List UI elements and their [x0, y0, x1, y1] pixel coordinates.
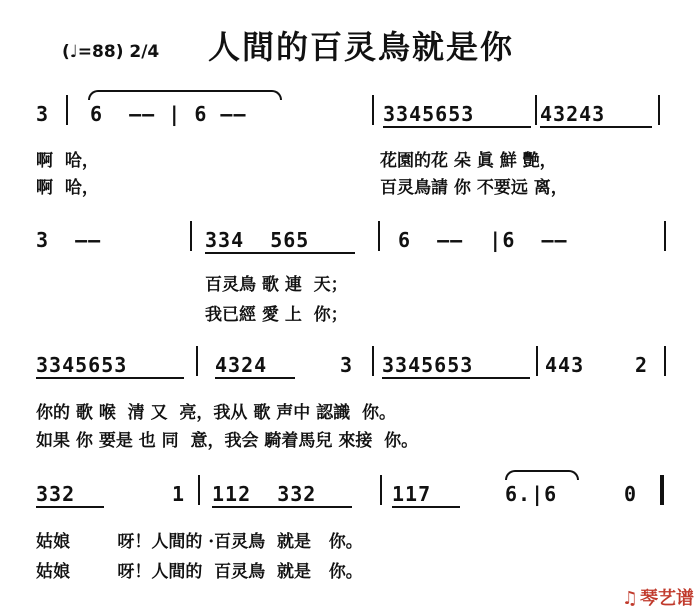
song-title: 人間的百灵鳥就是你	[208, 28, 515, 66]
row3-lyrics-verse2: 如果 你 要是 也 同 意，我会 騎着馬兒 來接 你。	[36, 431, 419, 451]
row4-notes-f: 0	[624, 482, 638, 506]
row4-lyrics-verse1: 姑娘 呀！人間的 ·百灵鳥 就是 你。	[36, 532, 363, 552]
barline	[66, 95, 68, 125]
row2-lyrics-verse2: 我已經 愛 上 你；	[205, 305, 348, 325]
row1-notes-pickup: 3	[36, 102, 50, 126]
barline	[658, 95, 660, 125]
tempo-marking: (♩=88) 2/4	[62, 42, 160, 62]
beam-line	[382, 377, 530, 379]
barline	[380, 475, 382, 505]
row3-notes-c: 3	[340, 353, 354, 377]
row2-notes-b: 334 565	[205, 228, 310, 252]
barline	[198, 475, 200, 505]
row4-notes-e: 6.|6	[505, 482, 558, 506]
row1-lyrics-verse1-a: 啊 哈，	[36, 151, 99, 171]
row4-notes-d: 117	[392, 482, 432, 506]
beam-line	[36, 377, 184, 379]
beam-line	[205, 252, 355, 254]
barline	[190, 221, 192, 251]
row3-notes-d: 3345653	[382, 353, 474, 377]
row3-notes-b: 4324	[215, 353, 268, 377]
beam-line	[212, 506, 352, 508]
row4-lyrics-verse2: 姑娘 呀！人間的 百灵鳥 就是 你。	[36, 562, 363, 582]
row4-notes-a: 332	[36, 482, 76, 506]
tie-arc	[88, 90, 282, 100]
barline	[372, 95, 374, 125]
barline	[664, 346, 666, 376]
beam-line	[540, 126, 652, 128]
beam-line	[36, 506, 104, 508]
row3-lyrics-verse1: 你的 歌 喉 清 又 亮，我从 歌 声中 認識 你。	[36, 403, 397, 423]
row1-notes-intro: 6 —— | 6 ——	[90, 102, 247, 126]
row3-notes-e: 443	[545, 353, 585, 377]
barline	[372, 346, 374, 376]
barline	[536, 346, 538, 376]
music-note-icon: ♫	[621, 588, 638, 609]
barline	[535, 95, 537, 125]
barline	[664, 221, 666, 251]
row3-notes-a: 3345653	[36, 353, 128, 377]
row2-notes-c: 6 —— |6 ——	[398, 228, 568, 252]
tie-arc	[505, 470, 579, 480]
watermark-text: 琴艺谱	[640, 588, 694, 609]
row2-notes-a: 3 ——	[36, 228, 102, 252]
beam-line	[383, 126, 531, 128]
row1-lyrics-verse2-b: 百灵鳥請 你 不要远 离，	[380, 178, 568, 198]
row4-notes-c: 112 332	[212, 482, 317, 506]
final-barline	[660, 475, 664, 505]
row2-lyrics-verse1: 百灵鳥 歌 連 天；	[205, 275, 348, 295]
row1-lyrics-verse2-a: 啊 哈，	[36, 178, 99, 198]
beam-line	[392, 506, 460, 508]
row1-notes-melody-b: 43243	[540, 102, 606, 126]
barline	[196, 346, 198, 376]
beam-line	[215, 377, 295, 379]
row4-notes-b: 1	[172, 482, 186, 506]
row1-lyrics-verse1-b: 花園的花 朵 眞 鮮 艷，	[380, 151, 557, 171]
row3-notes-f: 2	[635, 353, 649, 377]
watermark	[622, 584, 694, 610]
barline	[378, 221, 380, 251]
row1-notes-melody-a: 3345653	[383, 102, 475, 126]
